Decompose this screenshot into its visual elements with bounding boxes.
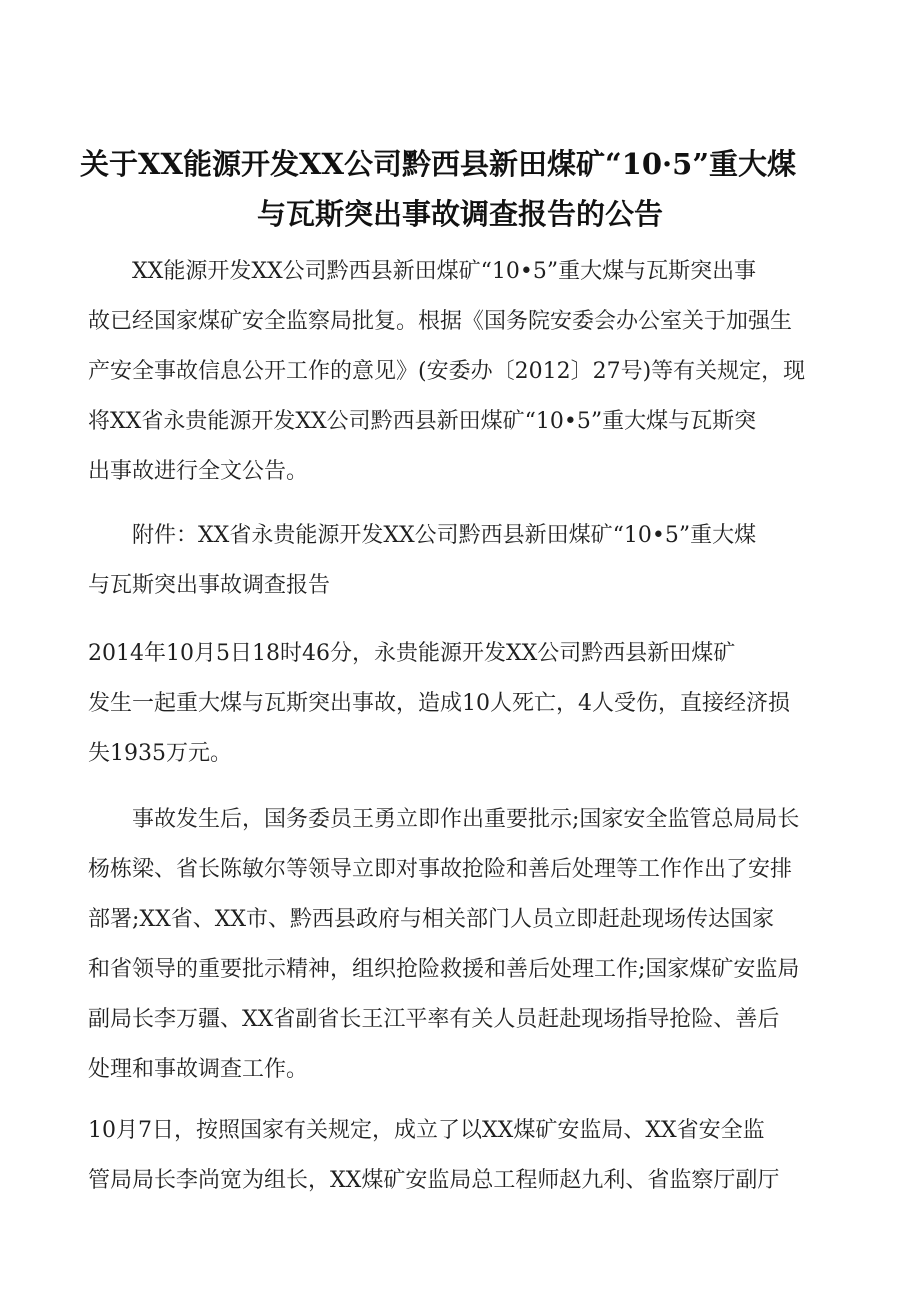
paragraph-line: 2014年10月5日18时46分，永贵能源开发XX公司黔西县新田煤矿 bbox=[88, 641, 736, 666]
paragraph-line: XX能源开发XX公司黔西县新田煤矿“10•5”重大煤与瓦斯突出事 bbox=[132, 259, 757, 284]
paragraph-line: 处理和事故调查工作。 bbox=[88, 1057, 309, 1082]
document-title-line-1: 关于XX能源开发XX公司黔西县新田煤矿“10·5”重大煤 bbox=[80, 147, 796, 181]
paragraph-line: 管局局长李尚宽为组长，XX煤矿安监局总工程师赵九利、省监察厅副厅 bbox=[88, 1168, 780, 1193]
paragraph-line: 发生一起重大煤与瓦斯突出事故，造成10人死亡，4人受伤，直接经济损 bbox=[88, 691, 790, 716]
paragraph-line: 故已经国家煤矿安全监察局批复。根据《国务院安委会办公室关于加强生 bbox=[88, 309, 793, 334]
paragraph-line: 产安全事故信息公开工作的意见》(安委办〔2012〕27号)等有关规定，现 bbox=[88, 359, 806, 384]
paragraph-line: 10月7日，按照国家有关规定，成立了以XX煤矿安监局、XX省安全监 bbox=[88, 1118, 765, 1143]
paragraph-line: 部署;XX省、XX市、黔西县政府与相关部门人员立即赶赴现场传达国家 bbox=[88, 907, 775, 932]
response-paragraph bbox=[88, 795, 838, 1095]
paragraph-line: 失1935万元。 bbox=[88, 741, 232, 766]
paragraph-line: 和省领导的重要批示精神，组织抢险救援和善后处理工作;国家煤矿安监局 bbox=[88, 957, 800, 982]
paragraph-line: 出事故进行全文公告。 bbox=[88, 459, 309, 484]
paragraph-line: 附件：XX省永贵能源开发XX公司黔西县新田煤矿“10•5”重大煤 bbox=[132, 523, 757, 548]
paragraph-line: 事故发生后，国务委员王勇立即作出重要批示;国家安全监管总局局长 bbox=[132, 807, 800, 832]
investigation-paragraph bbox=[88, 1106, 838, 1206]
accident-summary-paragraph bbox=[88, 629, 838, 779]
document-title-line-2: 与瓦斯突出事故调查报告的公告 bbox=[256, 197, 663, 231]
paragraph-line: 杨栋梁、省长陈敏尔等领导立即对事故抢险和善后处理等工作作出了安排 bbox=[88, 857, 793, 882]
paragraph-line: 将XX省永贵能源开发XX公司黔西县新田煤矿“10•5”重大煤与瓦斯突 bbox=[88, 409, 757, 434]
attachment-paragraph bbox=[88, 511, 838, 611]
paragraph-line: 副局长李万疆、XX省副省长王江平率有关人员赶赴现场指导抢险、善后 bbox=[88, 1007, 780, 1032]
paragraph-line: 与瓦斯突出事故调查报告 bbox=[88, 573, 331, 598]
announcement-paragraph bbox=[88, 247, 838, 497]
